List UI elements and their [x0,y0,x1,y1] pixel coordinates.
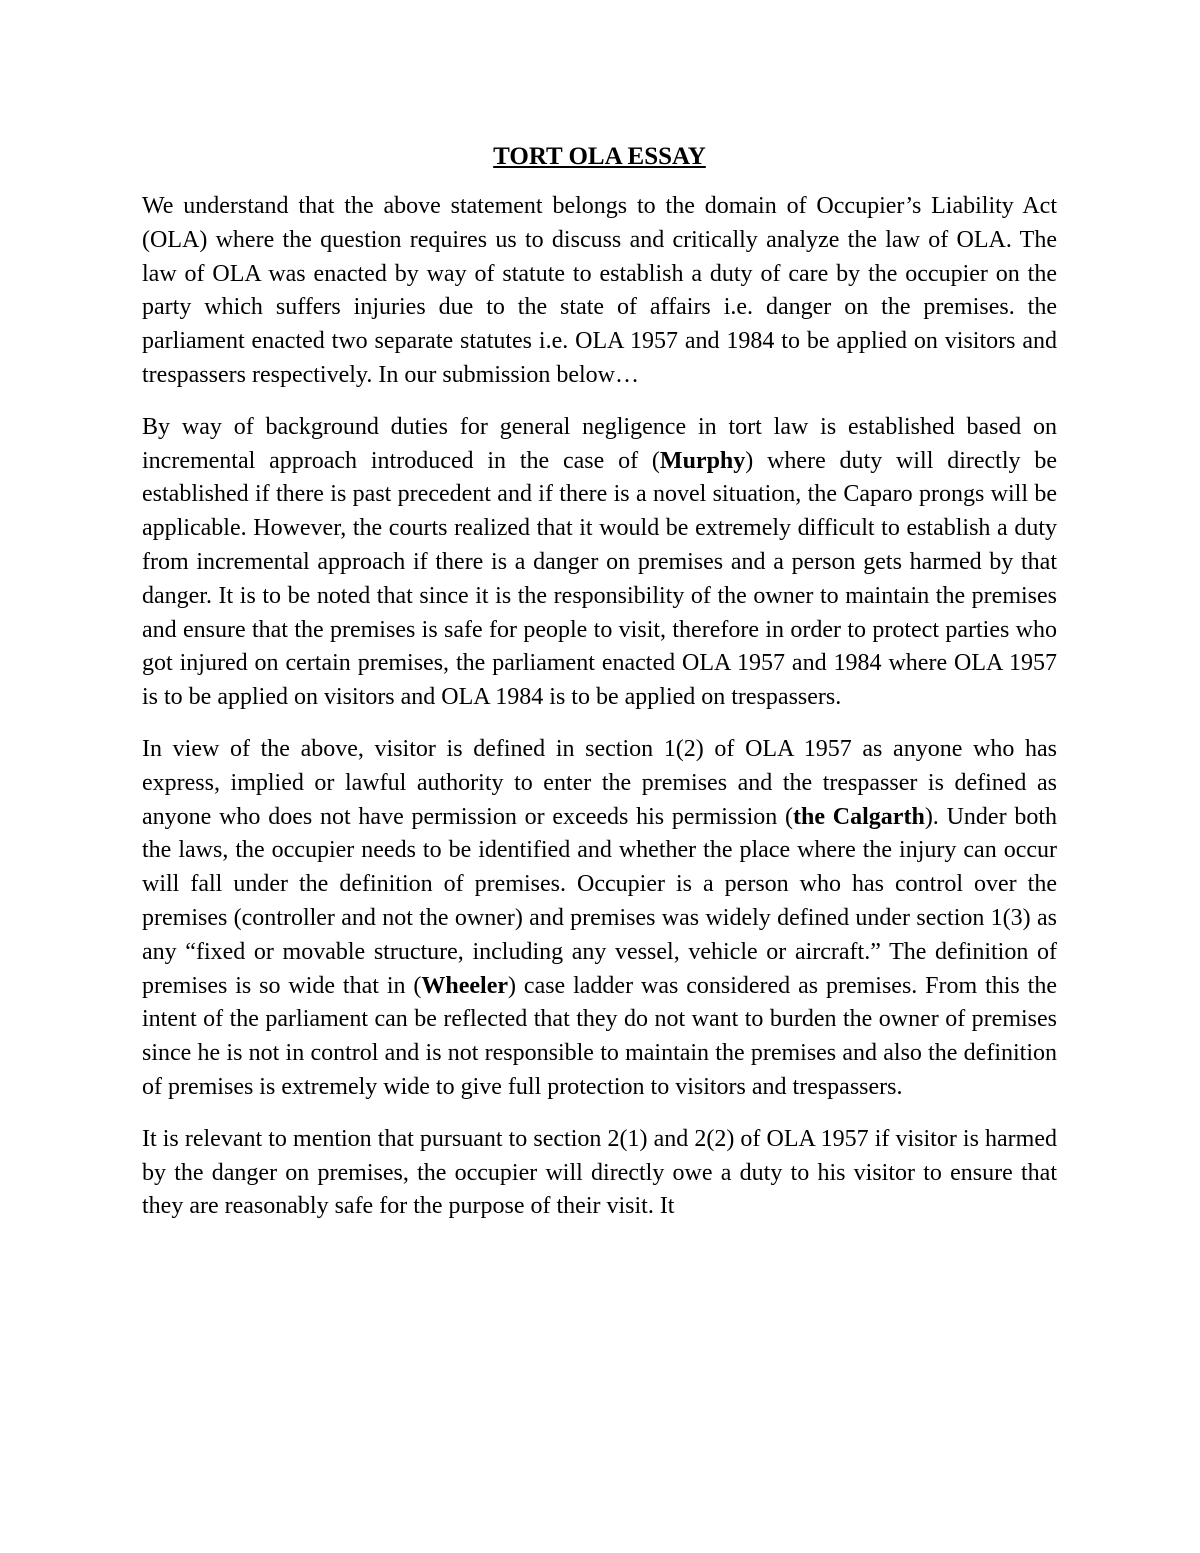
paragraph-text: In view of the above, visitor is defined in section 1(2) of OLA 1957 as anyone who has express, implied or lawful authority to enter the premises and the trespasser is defined as anyone who does not have permission or exceeds his permission ( [142,735,1057,830]
paragraph-text: We understand that the above statement belongs to the domain of Occupier’s Liability Act (OLA) where the question requires us to discuss and critically analyze the law of OLA. The law of OLA was enacted by way of statute to establish a duty of care by the occupier on the party which suffers injuries due to the state of affairs i.e. danger on the premises. the parliament enacted two separate statutes i.e. OLA 1957 and 1984 to be applied on visitors and trespassers respectively. In our submission below… [142,193,1057,388]
case-name-calgarth: the Calgarth [793,803,925,830]
paragraph-text: By way of background duties for general negligence in tort law is established based on incremental approach introduced in the case of ( [142,413,1057,474]
case-name-wheeler: Wheeler [421,972,509,999]
document-page [142,142,1057,1242]
paragraph-section-2 [142,1123,1057,1224]
document-title: TORT OLA ESSAY [493,143,706,170]
paragraph-definitions [142,733,1057,1105]
paragraph-text: It is relevant to mention that pursuant to section 2(1) and 2(2) of OLA 1957 if visitor is harmed by the danger on premises, the occupier will directly owe a duty to his visitor to ensure that they are reasonably safe for the purpose of their visit. It [142,1125,1057,1220]
paragraph-text: ) case ladder was considered as premises. From this the intent of the parliament can be reflected that they do not want to burden the owner of premises since he is not in control and is not responsible to maintain the premises and also the definition of premises is extremely wide to give full protection to visitors and trespassers. [142,972,1057,1100]
case-name-murphy: Murphy [659,447,746,474]
paragraph-text: ) where duty will directly be established if there is past precedent and if there is a novel situation, the Caparo prongs will be applicable. However, the courts realized that it would be extremely difficult to establish a duty from incremental approach if there is a danger on premises and a person gets harmed by that danger. It is to be noted that since it is the responsibility of the owner to maintain the premises and ensure that the premises is safe for people to visit, therefore in order to protect parties who got injured on certain premises, the parliament enacted OLA 1957 and 1984 where OLA 1957 is to be applied on visitors and OLA 1984 is to be applied on trespassers. [142,447,1057,711]
paragraph-text: ). Under both the laws, the occupier needs to be identified and whether the place where the injury can occur will fall under the definition of premises. Occupier is a person who has control over the premises (controller and not the owner) and premises was widely defined under section 1(3) as any “fixed or movable structure, including any vessel, vehicle or aircraft.” The definition of premises is so wide that in ( [142,803,1058,999]
paragraph-introduction [142,190,1057,393]
paragraph-background [142,411,1057,715]
